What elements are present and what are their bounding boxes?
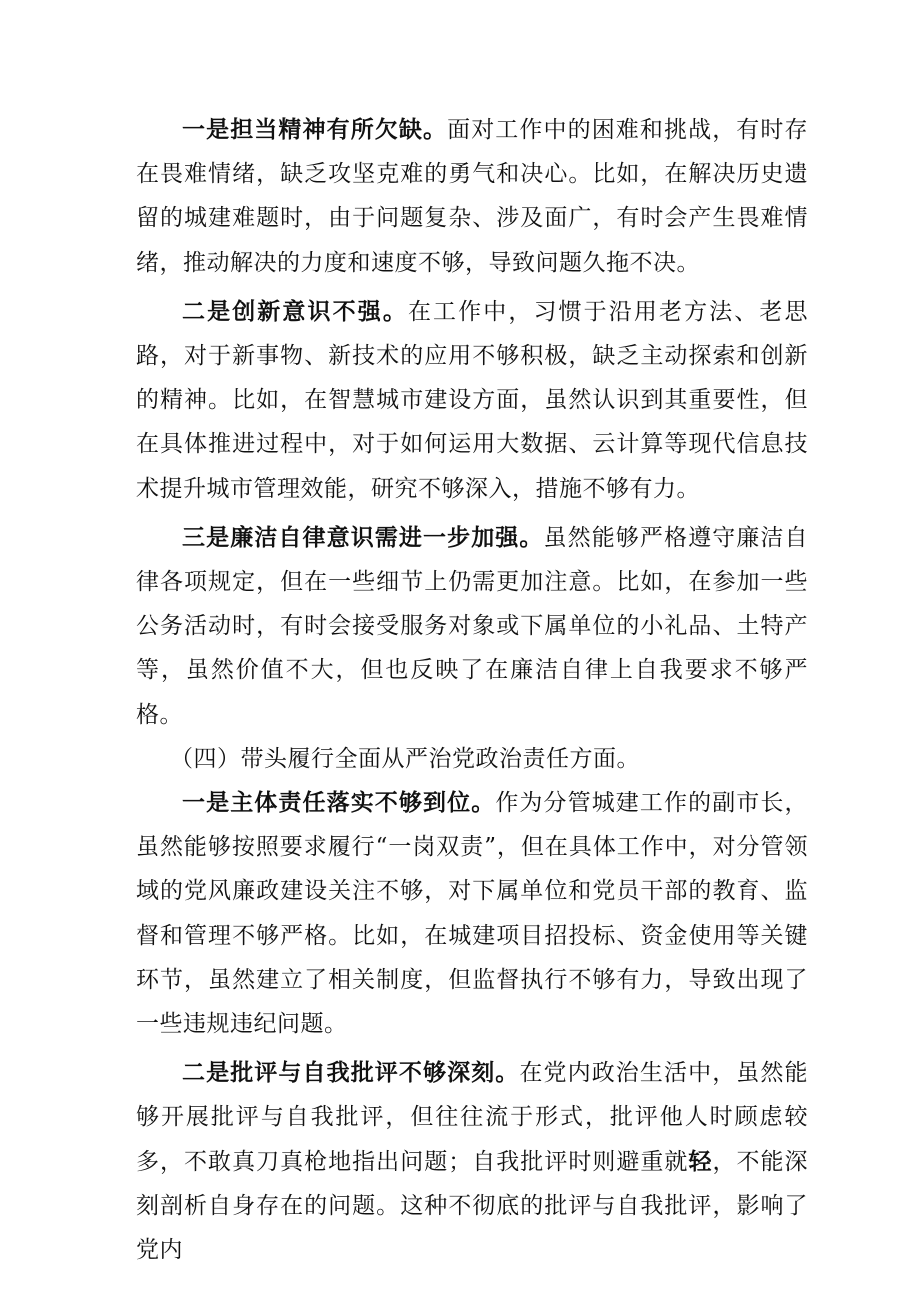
paragraph-body-emphasis: 轻 bbox=[688, 1147, 713, 1175]
paragraph-lead: 一是主体责任落实不够到位。 bbox=[182, 789, 496, 817]
paragraph-integrity bbox=[136, 516, 808, 737]
paragraph-lead: 二是创新意识不强。 bbox=[182, 297, 408, 325]
paragraph-responsibility-spirit bbox=[136, 108, 808, 285]
paragraph-lead: 一是担当精神有所欠缺。 bbox=[182, 116, 448, 143]
paragraph-criticism bbox=[136, 1051, 808, 1272]
paragraph-body: 在党内政治生活中，虽然能够开展批评与自我批评，但往往流于形式，批评他人时顾虑较多，不敢真刀真枪地指出问题；自我批评时则避重就 bbox=[136, 1060, 809, 1175]
paragraph-body: 在工作中，习惯于沿用老方法、老思路，对于新事物、新技术的应用不够积极，缺乏主动探索和创新的精神。比如，在智慧城市建设方面，虽然认识到其重要性，但在具体推进过程中，对于如何运用大数据、云计算等现代信息技术提升城市管理效能，研究不够深入，措施不够有力。 bbox=[136, 298, 809, 502]
document-page bbox=[136, 108, 808, 1272]
paragraph-lead: 二是批评与自我批评不够深刻。 bbox=[182, 1059, 520, 1087]
paragraph-body: 虽然能够严格遵守廉洁自律各项规定，但在一些细节上仍需更加注意。比如，在参加一些公务活动时，有时会接受服务对象或下属单位的小礼品、土特产等，虽然价值不大，但也反映了在廉洁自律上自我要求不够严格。 bbox=[136, 524, 809, 728]
paragraph-body: 作为分管城建工作的副市长，虽然能够按照要求履行“一岗双责”，但在具体工作中，对分管领域的党风廉政建设关注不够，对下属单位和党员干部的教育、监督和管理不够严格。比如，在城建项目招投标、资金使用等关键环节，虽然建立了相关制度，但监督执行不够有力，导致出现了一些违规违纪问题。 bbox=[136, 790, 809, 1038]
paragraph-body: 面对工作中的困难和挑战，有时存在畏难情绪，缺乏攻坚克难的勇气和决心。比如，在解决历史遗留的城建难题时，由于问题复杂、涉及面广，有时会产生畏难情绪，推动解决的力度和速度不够，导致问题久拖不决。 bbox=[136, 117, 809, 276]
paragraph-main-responsibility bbox=[136, 781, 808, 1046]
section-heading: （四）带头履行全面从严治党政治责任方面。 bbox=[170, 745, 640, 772]
paragraph-lead: 三是廉洁自律意识需进一步加强。 bbox=[182, 523, 544, 551]
paragraph-body: ，不能深刻剖析自身存在的问题。这种不彻底的批评与自我批评，影响了党内 bbox=[136, 1148, 809, 1264]
paragraph-innovation bbox=[136, 290, 808, 511]
